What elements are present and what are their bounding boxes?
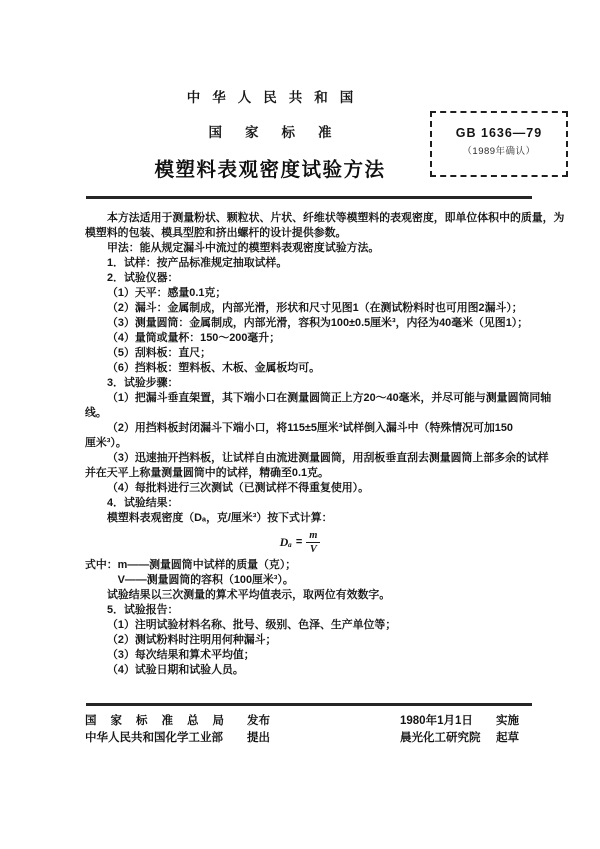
body-line: 模塑料表观密度（Dₐ，克/厘米³）按下式计算： (107, 512, 333, 524)
body-line: （1）把漏斗垂直架置，其下端小口在测量圆筒正上方20～40毫米，并尽可能与测量圆筒同轴 (107, 392, 552, 404)
body-line: （4）试验日期和试验人员。 (107, 664, 244, 676)
standard-number-box (430, 111, 568, 177)
footer-rule (86, 703, 532, 706)
publishing-org: 国家标准总局 (85, 714, 238, 727)
formula-denominator: V (309, 543, 317, 555)
formula-equals-sign: = (295, 535, 303, 548)
footer-publisher-row (85, 711, 270, 728)
footer-right (400, 711, 519, 745)
body-line: V——测量圆筒的容积（100厘米³）。 (85, 574, 294, 586)
publish-label: 发布 (247, 714, 270, 727)
body-line: 线。 (85, 407, 107, 419)
header (60, 86, 480, 182)
footer-drafter-row (400, 728, 519, 745)
propose-label: 提出 (247, 731, 270, 744)
body-line: 本方法适用于测量粉状、颗粒状、片状、纤维状等模塑料的表观密度，即单位体积中的质量，为 (107, 212, 565, 224)
body-line: 厘米³）。 (85, 437, 127, 449)
proposing-org: 中华人民共和国化学工业部 (85, 731, 223, 744)
implementation-date: 1980年1月1日 (400, 714, 473, 727)
footer-implementation-row (400, 711, 519, 728)
body-line: 5．试验报告： (107, 604, 179, 616)
standard-code: GB 1636—79 (455, 126, 543, 140)
body-line: （5）刮料板：直尺； (107, 347, 212, 359)
formula-numerator: m (306, 530, 320, 543)
implement-label: 实施 (496, 714, 519, 727)
body-line: （2）漏斗：金属制成，内部光滑，形状和尺寸见图1（在测试粉料时也可用图2漏斗）； (107, 302, 523, 314)
body-line: （1）天平：感量0.1克； (107, 287, 227, 299)
body-line: （3）每次结果和算术平均值； (107, 649, 255, 661)
body-line: 4．试验结果： (107, 497, 179, 509)
formula-lhs: Dₐ (279, 534, 292, 549)
header-rule (86, 196, 532, 199)
body-line: （6）挡料板：塑料板、木板、金属板均可。 (107, 362, 320, 374)
body-lines (85, 211, 569, 678)
footer-left (85, 711, 270, 745)
body-line: （4）量筒或量杯：150～200毫升； (107, 332, 281, 344)
drafting-org: 晨光化工研究院 (400, 731, 481, 744)
footer-proposer-row (85, 728, 270, 745)
body-line: 1．试样：按产品标准规定抽取试样。 (107, 257, 288, 269)
body-line: （4）每批料进行三次测试（已测试样不得重复使用）。 (107, 482, 369, 494)
body-line: 并在天平上称量测量圆筒中的试样，精确至0.1克。 (85, 467, 329, 479)
body-line: （3）测量圆筒：金属制成，内部光滑，容积为100±0.5厘米³，内径为40毫米（见图1）； (107, 317, 529, 329)
body-line: 试验结果以三次测量的算术平均值表示，取两位有效数字。 (107, 589, 391, 601)
body-line: （1）注明试验材料名称、批号、级别、色泽、生产单位等； (107, 619, 397, 631)
country-name: 中华人民共和国 (186, 90, 366, 105)
formula-fraction (306, 530, 320, 555)
body-line: （3）迅速抽开挡料板，让试样自由流进测量圆筒，用刮板垂直刮去测量圆筒上部多余的试样 (107, 452, 549, 464)
page-title: 模塑料表观密度试验方法 (154, 159, 386, 181)
body-line: 甲法：能从规定漏斗中流过的模塑料表观密度试验方法。 (107, 242, 380, 254)
body-line: 式中：m——测量圆筒中试样的质量（克）； (85, 559, 297, 571)
doc-type: 国家标准 (208, 125, 355, 140)
body-line: 模塑料的包装、模具型腔和挤出螺杆的设计提供参数。 (85, 227, 347, 239)
draft-label: 起草 (496, 731, 519, 744)
body-line: 2．试验仪器： (107, 272, 179, 284)
density-formula (85, 526, 515, 558)
body-line: 3．试验步骤： (107, 377, 179, 389)
standard-confirmation: （1989年确认） (462, 146, 536, 157)
body-line: （2）用挡料板封闭漏斗下端小口，将115±5厘米³试样倒入漏斗中（特殊情况可加150 (107, 422, 513, 434)
body-line: （2）测试粉料时注明用何种漏斗； (107, 634, 277, 646)
